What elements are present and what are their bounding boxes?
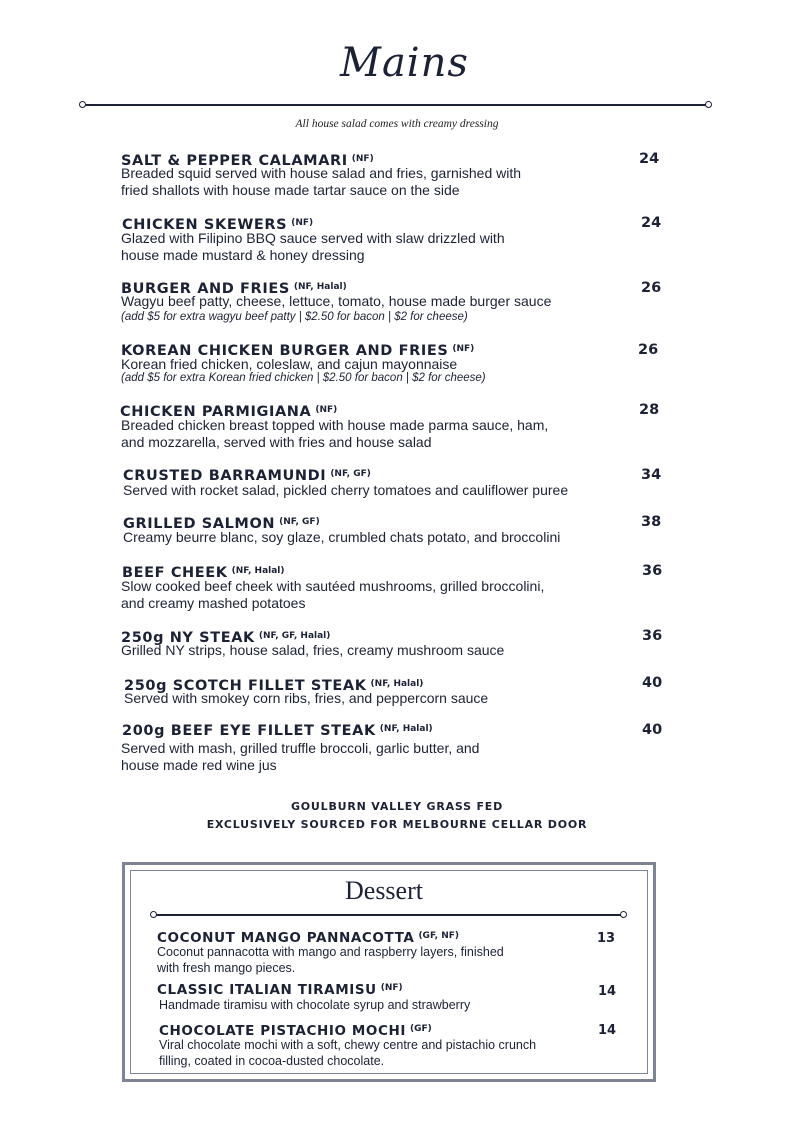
dessert-title: Dessert — [345, 876, 423, 905]
mains-divider — [84, 104, 710, 106]
menu-item-name — [122, 721, 433, 739]
menu-item-description: Glazed with Filipino BBQ sauce served with slaw drizzled with — [121, 230, 505, 246]
divider-end-dot-right — [620, 911, 627, 918]
sourcing-note-line1: GOULBURN VALLEY GRASS FED — [290, 800, 504, 813]
menu-item-description: Served with mash, grilled truffle broccoli, garlic butter, and — [121, 740, 480, 756]
menu-item-description: and creamy mashed potatoes — [121, 595, 306, 611]
item-title: BEEF CHEEK — [122, 565, 228, 581]
dessert-item-price: 13 — [597, 931, 616, 946]
item-title: GRILLED SALMON — [123, 516, 276, 532]
dessert-item-description: Viral chocolate mochi with a soft, chewy centre and pistachio crunch — [159, 1038, 537, 1052]
item-title: COCONUT MANGO PANNACOTTA — [157, 930, 415, 946]
dietary-tag: (NF) — [315, 405, 338, 415]
dessert-item-description: with fresh mango pieces. — [157, 961, 296, 975]
menu-item-description: Korean fried chicken, coleslaw, and cajun mayonnaise — [121, 356, 458, 372]
item-title: CHOCOLATE PISTACHIO MOCHI — [159, 1023, 406, 1039]
item-title: BURGER AND FRIES — [121, 281, 290, 297]
menu-item-price: 26 — [641, 280, 662, 296]
dietary-tag: (NF, Halal) — [293, 282, 347, 292]
divider-end-dot-right — [705, 101, 712, 108]
dessert-item-name — [157, 980, 403, 998]
menu-item-price: 38 — [641, 514, 662, 530]
dessert-item-description: Handmade tiramisu with chocolate syrup and strawberry — [159, 998, 471, 1012]
dietary-tag: (NF, Halal) — [231, 566, 285, 576]
dietary-tag: (GF, NF) — [418, 931, 459, 941]
dietary-tag: (NF, GF) — [279, 517, 320, 527]
menu-item-price: 28 — [639, 402, 660, 418]
menu-item-addon-note: (add $5 for extra wagyu beef patty | $2.50 for bacon | $2 for cheese) — [121, 311, 468, 323]
menu-item-description: fried shallots with house made tartar sauce on the side — [121, 182, 460, 198]
divider-end-dot-left — [79, 101, 86, 108]
menu-item-description: house made mustard & honey dressing — [121, 247, 365, 263]
dessert-item-price: 14 — [598, 984, 617, 999]
item-title: 250g SCOTCH FILLET STEAK — [124, 678, 367, 694]
dietary-tag: (NF, GF) — [330, 469, 371, 479]
menu-item-price: 40 — [642, 675, 663, 691]
menu-item-description: Breaded chicken breast topped with house made parma sauce, ham, — [121, 417, 549, 433]
dietary-tag: (NF) — [380, 983, 403, 993]
menu-item-price: 40 — [642, 722, 663, 738]
menu-item-price: 24 — [641, 215, 662, 231]
menu-item-description: Served with rocket salad, pickled cherry tomatoes and cauliflower puree — [123, 482, 569, 498]
menu-item-price: 36 — [642, 563, 663, 579]
dietary-tag: (NF, Halal) — [370, 679, 424, 689]
menu-item-description: Creamy beurre blanc, soy glaze, crumbled chats potato, and broccolini — [123, 529, 561, 545]
dietary-tag: (NF) — [452, 344, 475, 354]
menu-item-description: Grilled NY strips, house salad, fries, creamy mushroom sauce — [121, 642, 505, 658]
mains-subtitle: All house salad comes with creamy dressing — [295, 118, 499, 130]
menu-item-addon-note: (add $5 for extra Korean fried chicken | $2.50 for bacon | $2 for cheese) — [121, 372, 486, 384]
sourcing-note-line2: EXCLUSIVELY SOURCED FOR MELBOURNE CELLAR DOOR — [206, 818, 588, 831]
menu-item-price: 36 — [642, 628, 663, 644]
menu-item-description: Slow cooked beef cheek with sautéed mushrooms, grilled broccolini, — [121, 578, 545, 594]
item-title: 200g BEEF EYE FILLET STEAK — [122, 723, 376, 739]
dietary-tag: (GF) — [410, 1024, 432, 1034]
item-title: CHICKEN PARMIGIANA — [120, 404, 312, 420]
mains-title: Mains — [340, 40, 469, 86]
dietary-tag: (NF) — [291, 218, 314, 228]
item-title: 250g NY STEAK — [121, 630, 255, 646]
item-title: SALT & PEPPER CALAMARI — [121, 153, 348, 169]
item-title: CHICKEN SKEWERS — [122, 217, 288, 233]
menu-item-description: Wagyu beef patty, cheese, lettuce, tomato, house made burger sauce — [121, 293, 552, 309]
dietary-tag: (NF) — [351, 154, 374, 164]
dessert-item-description: filling, coated in cocoa-dusted chocolate. — [159, 1054, 385, 1068]
item-title: CLASSIC ITALIAN TIRAMISU — [157, 982, 377, 998]
menu-item-price: 34 — [641, 467, 662, 483]
menu-item-description: and mozzarella, served with fries and house salad — [121, 434, 432, 450]
dietary-tag: (NF, GF, Halal) — [258, 631, 331, 641]
dessert-item-description: Coconut pannacotta with mango and raspberry layers, finished — [157, 945, 504, 959]
dietary-tag: (NF, Halal) — [379, 724, 433, 734]
menu-item-description: Served with smokey corn ribs, fries, and peppercorn sauce — [124, 690, 489, 706]
menu-item-price: 26 — [638, 342, 659, 358]
divider-end-dot-left — [150, 911, 157, 918]
menu-item-description: Breaded squid served with house salad and fries, garnished with — [121, 165, 522, 181]
item-title: KOREAN CHICKEN BURGER AND FRIES — [121, 343, 449, 359]
menu-item-description: house made red wine jus — [121, 757, 277, 773]
menu-item-price: 24 — [639, 151, 660, 167]
dessert-divider — [155, 914, 625, 916]
dessert-item-price: 14 — [598, 1023, 617, 1038]
item-title: CRUSTED BARRAMUNDI — [123, 468, 327, 484]
